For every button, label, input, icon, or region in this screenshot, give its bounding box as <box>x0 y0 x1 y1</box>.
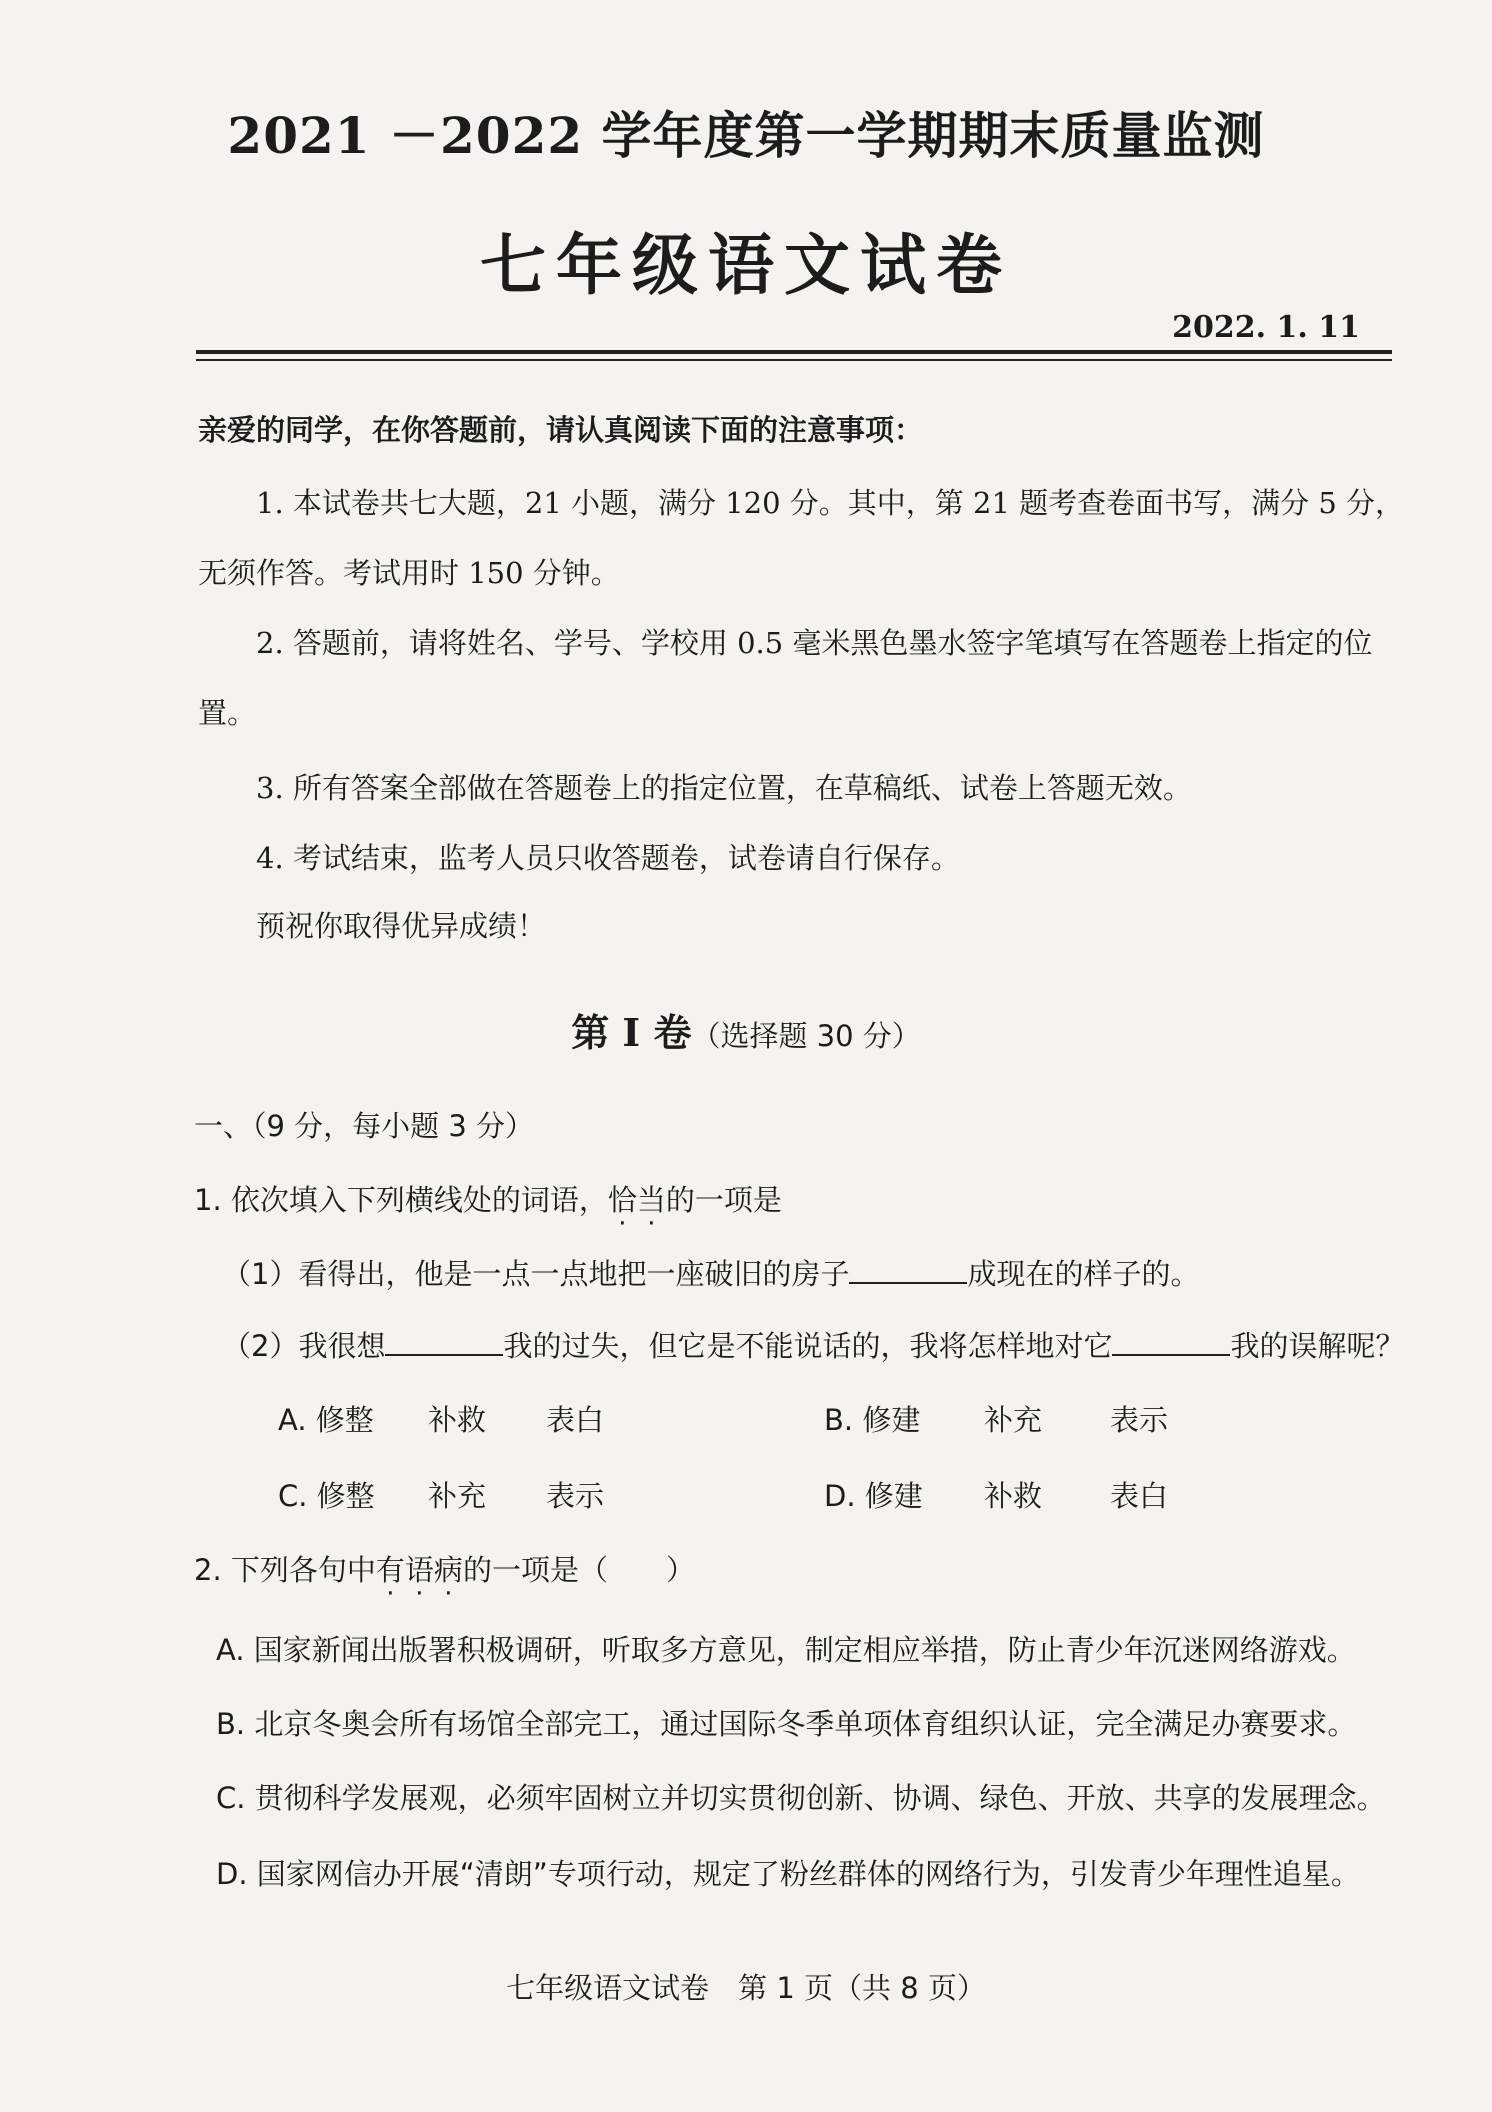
q1-option-d: D. 修建 补救 表白 <box>824 1479 1169 1513</box>
exam-date: 2022. 1. 11 <box>1172 310 1360 345</box>
q2-option-d: D. 国家网信办开展“清朗”专项行动，规定了粉丝群体的网络行为，引发青少年理性追星。 <box>216 1857 1360 1891</box>
notice-item-2: 2. 答题前，请将姓名、学号、学校用 0.5 毫米黑色墨水签字笔填写在答题卷上指定的位置。 <box>198 626 1373 730</box>
emphasis-char: 病 <box>433 1553 463 1587</box>
emphasis-char: 语 <box>404 1553 434 1587</box>
answer-blank <box>385 1330 503 1356</box>
q1-stem: 1. 依次填入下列横线处的词语，恰当的一项是 <box>194 1183 782 1217</box>
section-title <box>0 1002 1492 1057</box>
q1-sentence-2: （2）我很想 我的过失，但它是不能说话的，我将怎样地对它 我的误解呢？ <box>222 1329 1405 1363</box>
notice-item-1: 1. 本试卷共七大题，21 小题，满分 120 分。其中，第 21 题考查卷面书写，满分 5 分，无须作答。考试用时 150 分钟。 <box>198 486 1405 590</box>
section-title-main: 第 I 卷 <box>571 1010 692 1055</box>
notice-item-4: 4. 考试结束，监考人员只收答题卷，试卷请自行保存。 <box>256 841 960 875</box>
q2-option-a: A. 国家新闻出版署积极调研，听取多方意见，制定相应举措，防止青少年沉迷网络游戏。 <box>216 1633 1356 1667</box>
answer-blank <box>1112 1330 1230 1356</box>
q1-option-c: C. 修整 补充 表示 <box>278 1479 605 1513</box>
emphasis-char: 当 <box>636 1183 666 1217</box>
header-rule-thick <box>196 350 1392 354</box>
answer-blank <box>849 1258 967 1284</box>
q1-sentence-1: （1）看得出，他是一点一点地把一座破旧的房子 成现在的样子的。 <box>222 1257 1200 1291</box>
q1-option-a: A. 修整 补救 表白 <box>278 1403 605 1437</box>
q2-option-c: C. 贯彻科学发展观，必须牢固树立并切实贯彻创新、协调、绿色、开放、共享的发展理念。 <box>216 1781 1386 1815</box>
emphasis-char: 有 <box>375 1553 405 1587</box>
part1-heading: 一、（9 分，每小题 3 分） <box>194 1109 535 1143</box>
section-title-sub: （选择题 30 分） <box>691 1019 921 1053</box>
notice-heading: 亲爱的同学，在你答题前，请认真阅读下面的注意事项： <box>198 413 924 447</box>
q1-option-b: B. 修建 补充 表示 <box>824 1403 1169 1437</box>
emphasis-char: 恰 <box>607 1183 637 1217</box>
exam-title: 2021 －2022 学年度第一学期期末质量监测 <box>227 106 1265 165</box>
exam-subtitle: 七年级语文试卷 <box>480 226 1012 304</box>
header-rule-thin <box>196 359 1392 361</box>
page-footer: 七年级语文试卷 第 1 页（共 8 页） <box>506 1971 986 2005</box>
notice-wish: 预祝你取得优异成绩！ <box>256 909 547 943</box>
notice-item-3: 3. 所有答案全部做在答题卷上的指定位置，在草稿纸、试卷上答题无效。 <box>256 771 1192 805</box>
q2-option-b: B. 北京冬奥会所有场馆全部完工，通过国际冬季单项体育组织认证，完全满足办赛要求。 <box>216 1707 1357 1741</box>
q2-stem: 2. 下列各句中有语病的一项是（ ） <box>194 1553 695 1587</box>
